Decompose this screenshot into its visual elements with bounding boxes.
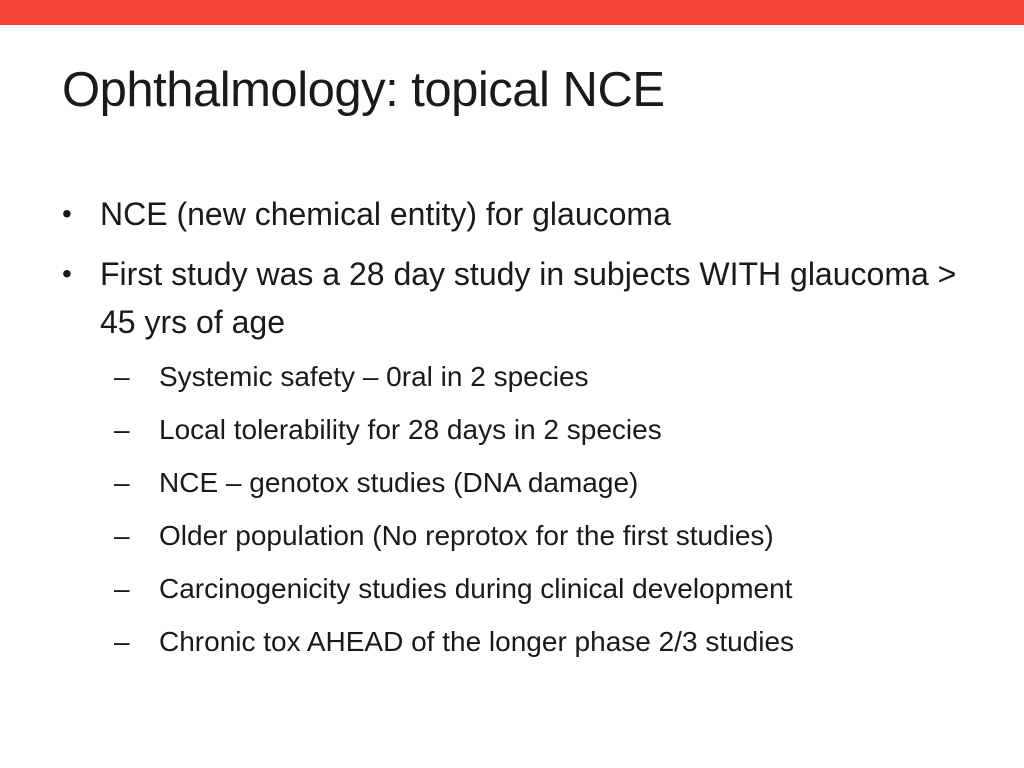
sub-bullet-text: Older population (No reprotox for the first studies) [159, 520, 774, 551]
bullet-item [62, 250, 962, 668]
dash-marker: – [114, 573, 130, 604]
sub-bullet-item [114, 350, 962, 403]
dash-marker: – [114, 520, 130, 551]
sub-bullet-item [114, 403, 962, 456]
dash-marker: – [114, 626, 130, 657]
dash-marker: – [114, 361, 130, 392]
top-accent-bar [0, 0, 1024, 25]
bullet-marker: • [62, 198, 72, 229]
bullet-marker: • [62, 258, 72, 289]
sub-bullet-text: NCE – genotox studies (DNA damage) [159, 467, 639, 498]
sub-bullet-text: Carcinogenicity studies during clinical development [159, 573, 793, 604]
sub-bullet-text: Chronic tox AHEAD of the longer phase 2/3 studies [159, 626, 795, 657]
bullet-text: First study was a 28 day study in subjects WITH glaucoma > 45 yrs of age [100, 256, 957, 340]
bullet-text: NCE (new chemical entity) for glaucoma [100, 196, 671, 232]
bullet-item [62, 190, 962, 238]
sub-bullet-text: Local tolerability for 28 days in 2 species [159, 414, 662, 445]
sub-bullet-item [114, 562, 962, 615]
sub-bullet-item [114, 456, 962, 509]
bullet-list [62, 190, 962, 680]
sub-bullet-item [114, 615, 962, 668]
sub-bullet-text: Systemic safety – 0ral in 2 species [159, 361, 589, 392]
dash-marker: – [114, 414, 130, 445]
dash-marker: – [114, 467, 130, 498]
sub-bullet-item [114, 509, 962, 562]
sub-bullet-list [100, 350, 962, 668]
slide-title: Ophthalmology: topical NCE [62, 63, 665, 117]
